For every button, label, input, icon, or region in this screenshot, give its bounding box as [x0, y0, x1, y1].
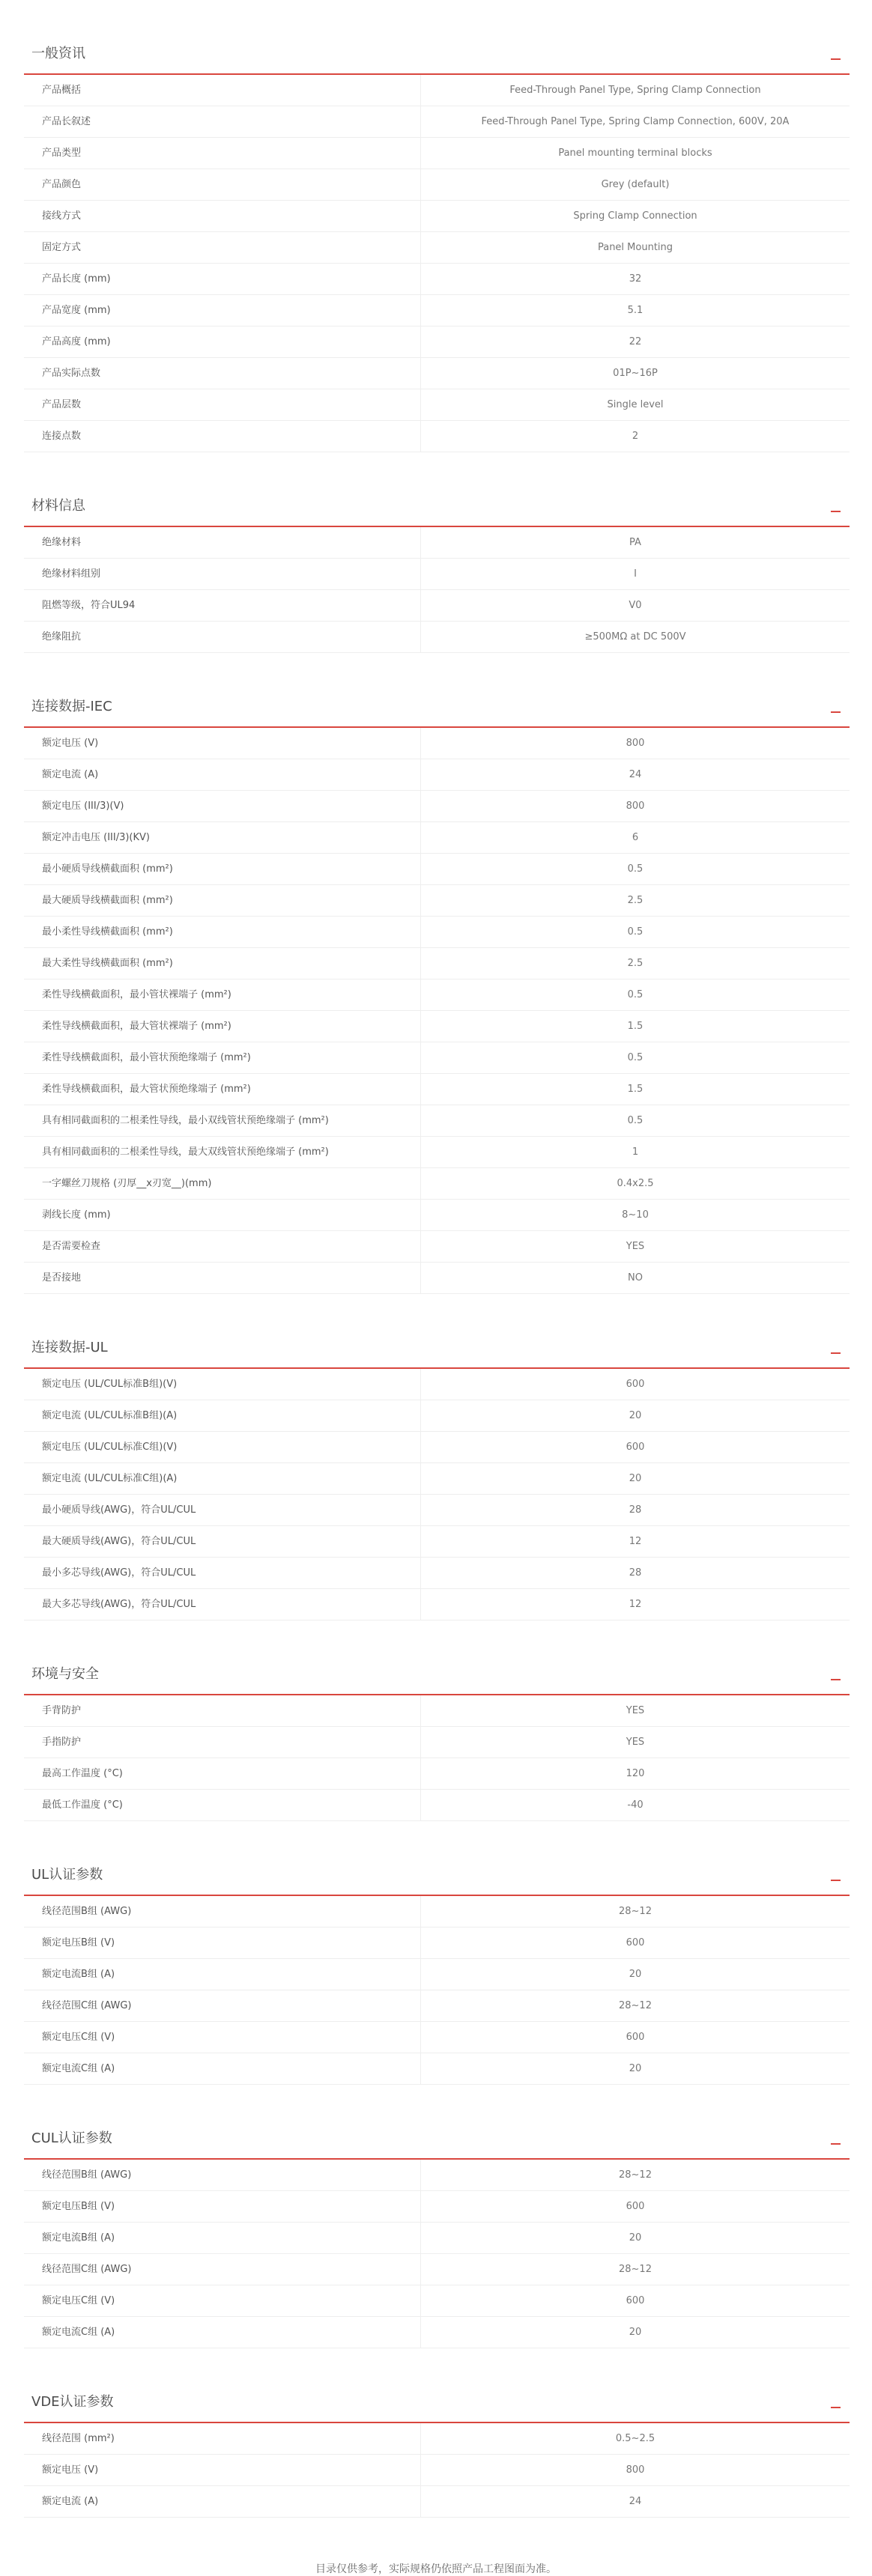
spec-label: 额定电压C组 (V)	[24, 2285, 421, 2316]
spec-label: 产品层数	[24, 389, 421, 420]
spec-row	[24, 295, 850, 326]
spec-row	[24, 138, 850, 169]
minus-icon[interactable]	[831, 1352, 841, 1354]
spec-value: 28~12	[619, 1906, 652, 1917]
spec-row	[24, 2160, 850, 2191]
spec-label: 绝缘阻抗	[24, 622, 421, 652]
spec-row	[24, 2486, 850, 2518]
spec-value: 600	[626, 1937, 645, 1948]
section-header	[24, 2380, 850, 2423]
spec-label: 产品高度 (mm)	[24, 326, 421, 357]
spec-value: 28	[629, 1567, 642, 1579]
minus-icon[interactable]	[831, 1880, 841, 1881]
spec-row	[24, 389, 850, 421]
spec-label: 柔性导线横截面积，最小管状裸端子 (mm²)	[24, 979, 421, 1010]
spec-row	[24, 2022, 850, 2053]
minus-icon[interactable]	[831, 511, 841, 512]
spec-label: 产品实际点数	[24, 358, 421, 389]
spec-label: 额定电流 (A)	[24, 759, 421, 790]
spec-section	[24, 1853, 850, 2085]
spec-label: 柔性导线横截面积，最大管状裸端子 (mm²)	[24, 1011, 421, 1042]
spec-row	[24, 527, 850, 559]
spec-value: 24	[629, 769, 642, 780]
spec-row	[24, 1231, 850, 1263]
spec-label: 手背防护	[24, 1695, 421, 1726]
spec-section	[24, 2380, 850, 2518]
spec-label: 额定电流 (A)	[24, 2486, 421, 2517]
spec-value: 800	[626, 2464, 645, 2476]
spec-row	[24, 590, 850, 622]
spec-label: 额定电流B组 (A)	[24, 2223, 421, 2253]
spec-value: 0.5	[627, 1052, 644, 1063]
spec-value: 600	[626, 1379, 645, 1390]
spec-row	[24, 854, 850, 885]
spec-value: Panel mounting terminal blocks	[558, 148, 712, 159]
spec-value: 20	[629, 2327, 642, 2338]
spec-row	[24, 1137, 850, 1168]
spec-label: 柔性导线横截面积，最小管状预绝缘端子 (mm²)	[24, 1042, 421, 1073]
section-gap	[0, 2085, 872, 2116]
minus-icon[interactable]	[831, 1679, 841, 1680]
spec-row	[24, 358, 850, 389]
section-title: 材料信息	[31, 498, 85, 514]
spec-row	[24, 169, 850, 201]
spec-label: 线径范围 (mm²)	[24, 2423, 421, 2454]
spec-value: 2	[632, 431, 639, 442]
spec-row	[24, 1558, 850, 1589]
spec-section	[24, 1652, 850, 1821]
spec-label: 连接点数	[24, 421, 421, 452]
spec-row	[24, 759, 850, 791]
spec-label: 额定电压 (UL/CUL标准C组)(V)	[24, 1432, 421, 1462]
section-title: UL认证参数	[31, 1867, 103, 1883]
spec-label: 具有相同截面积的二根柔性导线，最大双线管状预绝缘端子 (mm²)	[24, 1137, 421, 1167]
spec-label: 产品长度 (mm)	[24, 264, 421, 294]
spec-row	[24, 2455, 850, 2486]
spec-value: 600	[626, 2295, 645, 2306]
spec-label: 产品类型	[24, 138, 421, 168]
spec-row	[24, 728, 850, 759]
spec-row	[24, 822, 850, 854]
spec-row	[24, 106, 850, 138]
spec-label: 手指防护	[24, 1727, 421, 1758]
spec-row	[24, 1758, 850, 1790]
spec-row	[24, 2254, 850, 2285]
spec-label: 额定电流 (UL/CUL标准C组)(A)	[24, 1463, 421, 1494]
spec-value: PA	[629, 537, 641, 548]
spec-value: 0.5	[627, 989, 644, 1000]
spec-value: V0	[629, 600, 642, 611]
spec-value: 0.5	[627, 863, 644, 875]
section-gap	[0, 452, 872, 484]
spec-label: 额定冲击电压 (III/3)(KV)	[24, 822, 421, 853]
spec-value: 22	[629, 336, 642, 347]
spec-row	[24, 1959, 850, 1990]
spec-sections	[0, 31, 872, 2518]
spec-label: 产品长叙述	[24, 106, 421, 137]
spec-value: Grey (default)	[601, 179, 670, 190]
spec-row	[24, 1695, 850, 1727]
spec-value: -40	[627, 1799, 644, 1811]
section-gap	[0, 1620, 872, 1652]
spec-label: 线径范围B组 (AWG)	[24, 2160, 421, 2190]
spec-label: 一字螺丝刀规格 (刃厚__x刃宽__)(mm)	[24, 1168, 421, 1199]
spec-label: 柔性导线横截面积，最大管状预绝缘端子 (mm²)	[24, 1074, 421, 1105]
spec-label: 最低工作温度 (°C)	[24, 1790, 421, 1820]
spec-label: 线径范围C组 (AWG)	[24, 2254, 421, 2285]
section-header	[24, 1652, 850, 1695]
spec-label: 线径范围B组 (AWG)	[24, 1896, 421, 1927]
spec-label: 额定电压B组 (V)	[24, 1928, 421, 1958]
spec-value: 8~10	[622, 1209, 649, 1221]
spec-row	[24, 885, 850, 917]
spec-label: 产品宽度 (mm)	[24, 295, 421, 326]
spec-label: 额定电压 (UL/CUL标准B组)(V)	[24, 1369, 421, 1400]
spec-value: 6	[632, 832, 639, 843]
spec-row	[24, 75, 850, 106]
spec-label: 具有相同截面积的二根柔性导线，最小双线管状预绝缘端子 (mm²)	[24, 1105, 421, 1136]
spec-row	[24, 2423, 850, 2455]
spec-row	[24, 791, 850, 822]
minus-icon[interactable]	[831, 2407, 841, 2408]
spec-label: 额定电流B组 (A)	[24, 1959, 421, 1990]
spec-value: Single level	[607, 399, 664, 410]
spec-label: 额定电压B组 (V)	[24, 2191, 421, 2222]
spec-value: ≥500MΩ at DC 500V	[584, 631, 686, 643]
minus-icon[interactable]	[831, 58, 841, 60]
spec-value: 120	[626, 1768, 645, 1779]
spec-value: 20	[629, 2063, 642, 2074]
spec-row	[24, 1105, 850, 1137]
spec-row	[24, 1727, 850, 1758]
spec-label: 绝缘材料	[24, 527, 421, 558]
spec-value: 800	[626, 738, 645, 749]
spec-row	[24, 1200, 850, 1231]
spec-label: 额定电压 (V)	[24, 2455, 421, 2485]
spec-label: 额定电压 (III/3)(V)	[24, 791, 421, 821]
spec-section	[24, 1325, 850, 1620]
spec-value: 28	[629, 1504, 642, 1516]
section-gap	[0, 653, 872, 684]
spec-label: 额定电压 (V)	[24, 728, 421, 759]
spec-value: Spring Clamp Connection	[573, 210, 697, 222]
spec-label: 最大多芯导线(AWG)，符合UL/CUL	[24, 1589, 421, 1620]
spec-label: 额定电流C组 (A)	[24, 2317, 421, 2348]
spec-value: 0.5~2.5	[615, 2433, 655, 2444]
spec-row	[24, 1990, 850, 2022]
spec-value: 800	[626, 801, 645, 812]
spec-row	[24, 622, 850, 653]
spec-row	[24, 2317, 850, 2348]
spec-value: 2.5	[627, 958, 644, 969]
spec-label: 最小硬质导线横截面积 (mm²)	[24, 854, 421, 884]
spec-row	[24, 201, 850, 232]
spec-row	[24, 1432, 850, 1463]
spec-row	[24, 559, 850, 590]
section-gap	[0, 1821, 872, 1853]
spec-row	[24, 326, 850, 358]
spec-value: 24	[629, 2496, 642, 2507]
spec-value: I	[634, 568, 637, 580]
spec-value: NO	[628, 1272, 643, 1284]
spec-section	[24, 484, 850, 653]
spec-label: 最大柔性导线横截面积 (mm²)	[24, 948, 421, 979]
spec-value: 600	[626, 1442, 645, 1453]
spec-value: 12	[629, 1536, 642, 1547]
spec-label: 最小硬质导线(AWG)，符合UL/CUL	[24, 1495, 421, 1525]
section-title: 连接数据-IEC	[31, 699, 112, 714]
spec-row	[24, 421, 850, 452]
spec-label: 阻燃等级，符合UL94	[24, 590, 421, 621]
spec-value: 0.4x2.5	[617, 1178, 654, 1189]
spec-label: 额定电流 (UL/CUL标准B组)(A)	[24, 1400, 421, 1431]
spec-value: YES	[626, 1241, 645, 1252]
spec-row	[24, 2285, 850, 2317]
section-title: 连接数据-UL	[31, 1340, 108, 1355]
spec-value: 32	[629, 273, 642, 285]
spec-value: 5.1	[627, 305, 644, 316]
spec-value: 20	[629, 2232, 642, 2244]
minus-icon[interactable]	[831, 2143, 841, 2145]
spec-row	[24, 1526, 850, 1558]
spec-value: 0.5	[627, 926, 644, 938]
spec-row	[24, 1042, 850, 1074]
spec-label: 绝缘材料组别	[24, 559, 421, 589]
spec-label: 额定电压C组 (V)	[24, 2022, 421, 2053]
spec-row	[24, 264, 850, 295]
spec-row	[24, 2223, 850, 2254]
spec-label: 是否接地	[24, 1263, 421, 1293]
spec-value: YES	[626, 1737, 645, 1748]
spec-label: 产品颜色	[24, 169, 421, 200]
spec-row	[24, 232, 850, 264]
section-title: CUL认证参数	[31, 2130, 112, 2146]
spec-row	[24, 948, 850, 979]
spec-row	[24, 917, 850, 948]
spec-value: YES	[626, 1705, 645, 1716]
spec-row	[24, 1263, 850, 1294]
spec-section	[24, 2116, 850, 2348]
section-header	[24, 684, 850, 728]
spec-row	[24, 1074, 850, 1105]
section-header	[24, 1325, 850, 1369]
spec-value: 1	[632, 1146, 639, 1158]
spec-value: 28~12	[619, 2264, 652, 2275]
spec-label: 是否需要检查	[24, 1231, 421, 1262]
spec-value: 28~12	[619, 2169, 652, 2181]
spec-label: 剥线长度 (mm)	[24, 1200, 421, 1230]
spec-row	[24, 979, 850, 1011]
spec-label: 额定电流C组 (A)	[24, 2053, 421, 2084]
spec-row	[24, 2191, 850, 2223]
spec-label: 固定方式	[24, 232, 421, 263]
spec-row	[24, 2053, 850, 2085]
spec-label: 最小柔性导线横截面积 (mm²)	[24, 917, 421, 947]
section-title: 一般资讯	[31, 46, 85, 61]
spec-section	[24, 31, 850, 452]
spec-value: 2.5	[627, 895, 644, 906]
spec-value: 600	[626, 2032, 645, 2043]
spec-value: 01P~16P	[613, 368, 658, 379]
spec-value: 1.5	[627, 1021, 644, 1032]
spec-value: 12	[629, 1599, 642, 1610]
spec-section	[24, 684, 850, 1294]
spec-row	[24, 1928, 850, 1959]
spec-label: 线径范围C组 (AWG)	[24, 1990, 421, 2021]
spec-row	[24, 1400, 850, 1432]
spec-value: 28~12	[619, 2000, 652, 2011]
spec-row	[24, 1589, 850, 1620]
section-header	[24, 1853, 850, 1896]
section-title: 环境与安全	[31, 1666, 99, 1682]
section-header	[24, 2116, 850, 2160]
section-gap	[0, 1294, 872, 1325]
section-gap	[0, 2348, 872, 2380]
spec-value: 20	[629, 1969, 642, 1980]
spec-row	[24, 1896, 850, 1928]
spec-row	[24, 1011, 850, 1042]
section-header	[24, 484, 850, 527]
footer-note: 目录仅供参考，实际规格仍依照产品工程图面为准。	[315, 2563, 557, 2575]
spec-label: 最大硬质导线(AWG)，符合UL/CUL	[24, 1526, 421, 1557]
section-title: VDE认证参数	[31, 2394, 114, 2410]
spec-label: 产品概括	[24, 75, 421, 106]
spec-label: 最大硬质导线横截面积 (mm²)	[24, 885, 421, 916]
spec-row	[24, 1790, 850, 1821]
spec-value: Panel Mounting	[597, 242, 673, 253]
spec-value: 1.5	[627, 1084, 644, 1095]
spec-value: 0.5	[627, 1115, 644, 1126]
spec-value: 20	[629, 1473, 642, 1484]
spec-label: 最高工作温度 (°C)	[24, 1758, 421, 1789]
spec-row	[24, 1168, 850, 1200]
spec-label: 最小多芯导线(AWG)，符合UL/CUL	[24, 1558, 421, 1588]
spec-row	[24, 1369, 850, 1400]
spec-label: 接线方式	[24, 201, 421, 231]
spec-row	[24, 1495, 850, 1526]
section-header	[24, 31, 850, 75]
spec-value: Feed-Through Panel Type, Spring Clamp Connection, 600V, 20A	[481, 116, 790, 127]
spec-value: Feed-Through Panel Type, Spring Clamp Connection	[509, 85, 761, 96]
spec-value: 600	[626, 2201, 645, 2212]
spec-value: 20	[629, 1410, 642, 1421]
spec-row	[24, 1463, 850, 1495]
minus-icon[interactable]	[831, 711, 841, 713]
